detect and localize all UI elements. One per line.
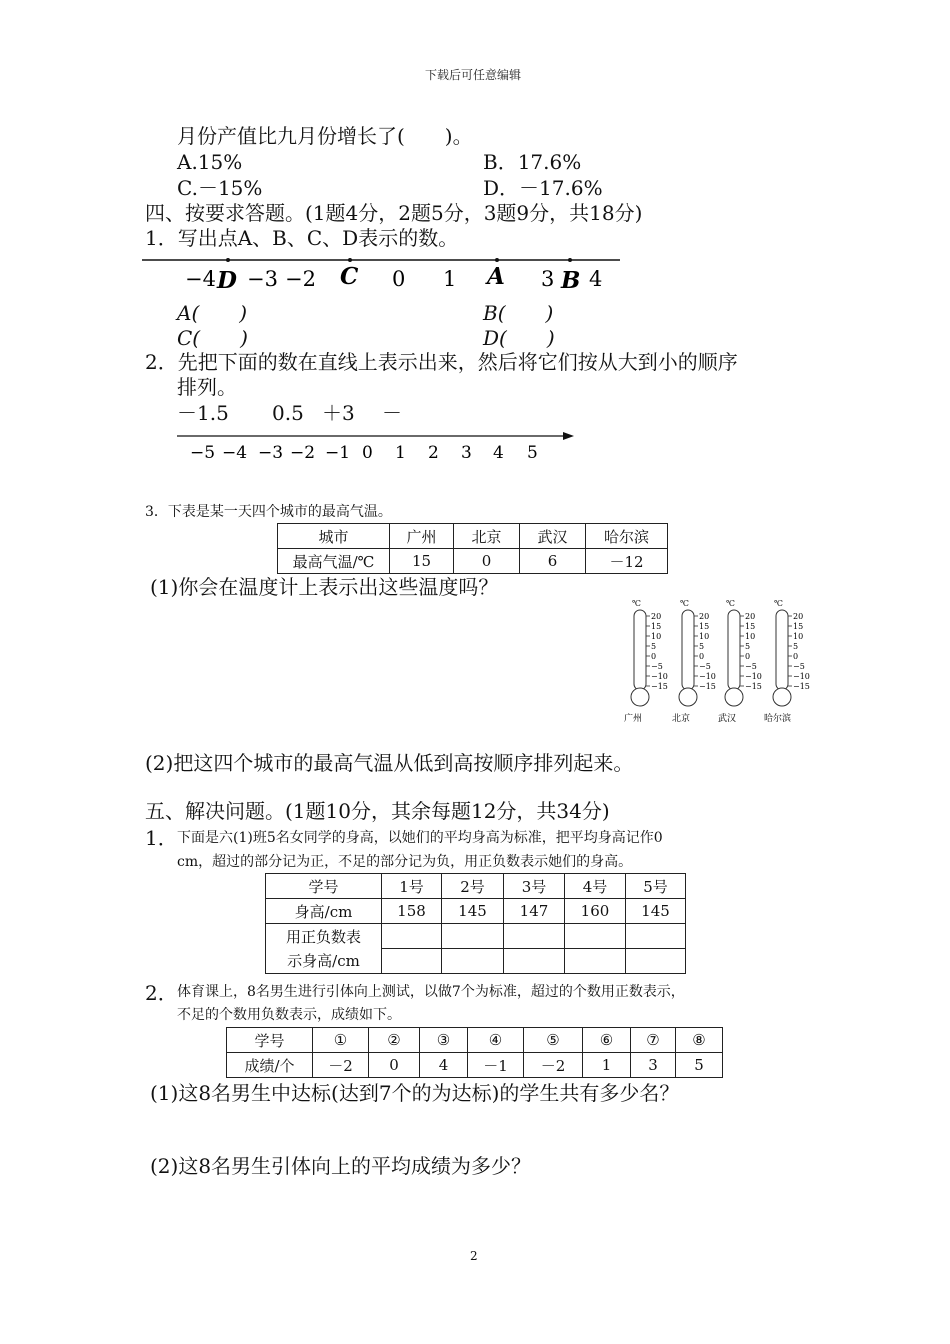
tick-label: 3	[541, 267, 555, 291]
table-cell: 广州	[390, 524, 454, 549]
tick-label: −4	[222, 443, 248, 463]
table-cell	[504, 924, 565, 949]
tick-label: 2	[428, 443, 439, 463]
option-b: B．17.6%	[483, 150, 582, 174]
table-cell: ⑦	[631, 1028, 676, 1053]
tick-label: −1	[325, 443, 351, 463]
svg-text:5: 5	[745, 642, 751, 651]
table-cell: 145	[442, 899, 504, 924]
table-cell: 4号	[565, 874, 626, 899]
thermometer-group	[612, 596, 812, 728]
s5-q1-num: 1．	[145, 826, 178, 850]
tick-label: 1	[395, 443, 406, 463]
svg-text:20: 20	[699, 612, 710, 621]
point-d-label: D	[217, 267, 237, 294]
city-label: 广州	[624, 714, 643, 724]
s5-q2-line2: 不足的个数用负数表示，成绩如下。	[177, 1007, 401, 1023]
tick-label: 0	[392, 267, 406, 291]
svg-text:20: 20	[793, 612, 804, 621]
table-cell: －2	[524, 1053, 583, 1078]
answer-d: D( )	[483, 326, 555, 350]
svg-text:−10: −10	[699, 672, 716, 681]
tick-label: 1	[443, 267, 457, 291]
svg-text:15: 15	[793, 622, 804, 631]
svg-text:20: 20	[651, 612, 662, 621]
table-cell: 0	[454, 549, 520, 574]
tick-label: 5	[527, 443, 538, 463]
point-c-label: C	[340, 263, 359, 290]
option-a: A.15%	[177, 150, 243, 174]
svg-text:10: 10	[745, 632, 756, 641]
svg-text:15: 15	[699, 622, 710, 631]
table-cell	[626, 949, 686, 974]
table-cell: －12	[586, 549, 668, 574]
table-cell: 城市	[278, 524, 390, 549]
thermometer-guangzhou	[624, 599, 668, 724]
table-cell: 6	[520, 549, 586, 574]
page-number: 2	[470, 1249, 478, 1263]
table-cell: ⑧	[676, 1028, 723, 1053]
tick-label: −4	[185, 267, 216, 291]
section5-title: 五、解决问题。(1题10分，其余每题12分，共34分)	[145, 799, 610, 823]
option-c: C.－15%	[177, 176, 263, 200]
svg-text:0: 0	[651, 652, 657, 661]
table-cell: ①	[313, 1028, 369, 1053]
table-cell: 147	[504, 899, 565, 924]
number-line-2	[170, 428, 580, 464]
svg-text:20: 20	[745, 612, 756, 621]
answer-b: B( )	[483, 301, 554, 325]
svg-text:−5: −5	[745, 662, 757, 671]
table-cell: ⑥	[583, 1028, 631, 1053]
table-cell	[382, 949, 442, 974]
unit-label: ℃	[680, 599, 689, 608]
table-cell	[565, 949, 626, 974]
table-cell: 4	[420, 1053, 468, 1078]
table-cell: 学号	[266, 874, 382, 899]
pullup-table	[226, 1027, 723, 1078]
table-cell: 3	[631, 1053, 676, 1078]
table-cell: 160	[565, 899, 626, 924]
tick-label: −2	[290, 443, 316, 463]
svg-text:5: 5	[793, 642, 799, 651]
s5-q2-line1: 体育课上，8名男生进行引体向上测试，以做7个为标准，超过的个数用正数表示，	[177, 984, 685, 1000]
city-label: 哈尔滨	[764, 714, 792, 724]
answer-a: A( )	[177, 301, 248, 325]
table-cell: 北京	[454, 524, 520, 549]
height-table	[265, 873, 686, 974]
table-cell: 1号	[382, 874, 442, 899]
unit-label: ℃	[774, 599, 783, 608]
table-cell: 用正负数表	[266, 924, 382, 949]
svg-text:15: 15	[745, 622, 756, 631]
s5-q2-sub2: (2)这8名男生引体向上的平均成绩为多少？	[150, 1154, 532, 1178]
svg-text:−10: −10	[651, 672, 668, 681]
tick-label: −3	[247, 267, 278, 291]
svg-text:−15: −15	[793, 682, 810, 691]
number-line-1	[140, 244, 620, 296]
page-header: 下载后可任意编辑	[425, 68, 522, 82]
tick-label: −5	[190, 443, 216, 463]
s4-q2-stem-2: 排列。	[177, 375, 237, 399]
city-temperature-table	[277, 523, 668, 574]
s5-q2-sub1: (1)这8名男生中达标(达到7个的为达标)的学生共有多少名？	[150, 1081, 680, 1105]
table-cell: 5	[676, 1053, 723, 1078]
city-label: 北京	[672, 714, 691, 724]
table-cell: ②	[369, 1028, 420, 1053]
q2-number: －1.5	[177, 401, 229, 425]
svg-text:−15: −15	[651, 682, 668, 691]
table-cell: 145	[626, 899, 686, 924]
point-b-label: B	[561, 267, 581, 294]
s4-q3-sub2: (2)把这四个城市的最高气温从低到高按顺序排列起来。	[145, 751, 634, 775]
prev-question-tail: 月份产值比九月份增长了( )。	[177, 124, 473, 148]
s5-q1-line2: cm，超过的部分记为正，不足的部分记为负，用正负数表示她们的身高。	[177, 854, 633, 870]
svg-text:5: 5	[651, 642, 657, 651]
svg-text:5: 5	[699, 642, 705, 651]
tick-label: −3	[258, 443, 284, 463]
thermometer-wuhan	[718, 599, 762, 724]
table-cell	[504, 949, 565, 974]
city-label: 武汉	[718, 714, 737, 724]
s4-q2-stem-1: 2．先把下面的数在直线上表示出来，然后将它们按从大到小的顺序	[145, 350, 738, 374]
s5-q1-line1: 下面是六(1)班5名女同学的身高，以她们的平均身高为标准，把平均身高记作0	[177, 830, 663, 846]
table-cell: 学号	[227, 1028, 313, 1053]
svg-text:0: 0	[745, 652, 751, 661]
svg-text:−5: −5	[699, 662, 711, 671]
unit-label: ℃	[632, 599, 641, 608]
table-cell: 身高/cm	[266, 899, 382, 924]
tick-label: 3	[461, 443, 472, 463]
svg-text:10: 10	[651, 632, 662, 641]
thermometer-harbin	[764, 599, 810, 724]
table-cell: 最高气温/℃	[278, 549, 390, 574]
table-cell	[565, 924, 626, 949]
table-cell: 哈尔滨	[586, 524, 668, 549]
s4-q3-stem: 3．下表是某一天四个城市的最高气温。	[145, 504, 392, 520]
point-a-label: A	[487, 263, 505, 290]
s4-q3-sub1: (1)你会在温度计上表示出这些温度吗？	[150, 575, 499, 599]
table-cell: ③	[420, 1028, 468, 1053]
svg-text:0: 0	[793, 652, 799, 661]
q2-number: 0.5	[272, 401, 304, 425]
tick-label: 4	[493, 443, 504, 463]
table-cell: ④	[468, 1028, 524, 1053]
s5-q2-num: 2．	[145, 981, 178, 1005]
svg-text:10: 10	[793, 632, 804, 641]
tick-label: −2	[285, 267, 316, 291]
table-cell: 158	[382, 899, 442, 924]
table-cell: 武汉	[520, 524, 586, 549]
table-cell: 3号	[504, 874, 565, 899]
table-cell	[626, 924, 686, 949]
table-cell: 0	[369, 1053, 420, 1078]
section4-title: 四、按要求答题。(1题4分，2题5分，3题9分，共18分)	[145, 201, 643, 225]
q2-number: ＋3	[322, 401, 355, 425]
table-cell	[382, 924, 442, 949]
answer-c: C( )	[177, 326, 248, 350]
table-cell	[442, 949, 504, 974]
option-d: D．－17.6%	[483, 176, 603, 200]
svg-text:−10: −10	[793, 672, 810, 681]
table-cell: ⑤	[524, 1028, 583, 1053]
svg-text:−10: −10	[745, 672, 762, 681]
svg-text:15: 15	[651, 622, 662, 631]
unit-label: ℃	[726, 599, 735, 608]
table-cell: －1	[468, 1053, 524, 1078]
table-cell: 示身高/cm	[266, 949, 382, 974]
table-cell: 成绩/个	[227, 1053, 313, 1078]
svg-text:−15: −15	[745, 682, 762, 691]
svg-text:0: 0	[699, 652, 705, 661]
svg-text:10: 10	[699, 632, 710, 641]
svg-text:−5: −5	[651, 662, 663, 671]
table-cell: 5号	[626, 874, 686, 899]
svg-text:−5: −5	[793, 662, 805, 671]
tick-label: 0	[362, 443, 373, 463]
table-cell: 1	[583, 1053, 631, 1078]
q2-number: －	[382, 401, 402, 425]
tick-label: 4	[589, 267, 603, 291]
thermometer-beijing	[672, 599, 716, 724]
svg-text:−15: −15	[699, 682, 716, 691]
s4-q1-stem: 1．写出点A、B、C、D表示的数。	[145, 226, 459, 250]
table-cell: －2	[313, 1053, 369, 1078]
table-cell	[442, 924, 504, 949]
table-cell: 2号	[442, 874, 504, 899]
table-cell: 15	[390, 549, 454, 574]
